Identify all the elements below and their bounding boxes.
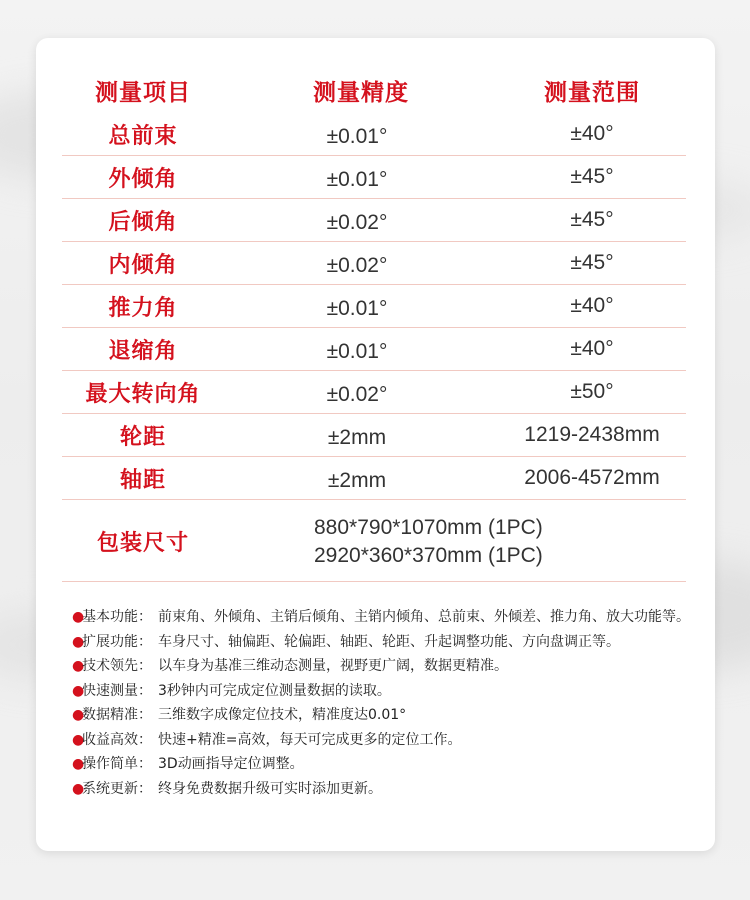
row-range: ±45°: [570, 165, 614, 188]
row-item: 内倾角: [108, 252, 178, 278]
table-row: [62, 199, 686, 242]
row-range: ±40°: [570, 337, 614, 360]
row-range: ±45°: [570, 208, 614, 231]
row-item: 后倾角: [108, 209, 178, 235]
spec-card: [36, 38, 715, 851]
row-range: 1219-2438mm: [524, 423, 660, 446]
row-item: 总前束: [108, 123, 178, 149]
list-item: ● 基本功能 ： 前束角、外倾角、主销后倾角、主销内倾角、总前束、外倾差、推力角、放大功能等。: [72, 605, 692, 630]
row-item: 最大转向角: [85, 381, 201, 407]
header-item: 测量项目: [95, 80, 191, 106]
list-item: ● 扩展功能 ： 车身尺寸、轴偏距、轮偏距、轴距、轮距、升起调整功能、方向盘调正等。: [72, 630, 692, 655]
feature-label: 系统更新: [82, 780, 138, 797]
bullet-icon: ●: [72, 682, 85, 699]
header-range: 测量范围: [544, 80, 640, 106]
row-precision: ±0.01°: [326, 125, 388, 148]
bullet-icon: ●: [72, 707, 85, 723]
row-precision: ±2mm: [327, 469, 387, 492]
row-precision: ±0.01°: [326, 168, 388, 191]
feature-label: 快速测量: [82, 682, 138, 699]
bullet-icon: ●: [72, 633, 85, 650]
packaging-size-2: 2920*360*370mm (1PC): [314, 543, 543, 567]
row-precision: ±0.02°: [326, 383, 388, 406]
feature-text: 快速+精准=高效，每天可完成更多的定位工作。: [158, 731, 462, 748]
feature-text: 前束角、外倾角、主销后倾角、主销内倾角、总前束、外倾差、推力角、放大功能等。: [158, 609, 690, 625]
row-precision: ±0.02°: [326, 254, 388, 277]
feature-text: 以车身为基准三维动态测量，视野更广阔，数据更精准。: [158, 658, 508, 674]
row-precision: ±0.02°: [326, 211, 388, 234]
list-item: ● 系统更新 ： 终身免费数据升级可实时添加更新。: [72, 777, 692, 802]
list-item: ● 操作简单 ： 3D动画指导定位调整。: [72, 752, 692, 777]
feature-text: 三维数字成像定位技术，精准度达0.01°: [158, 707, 407, 723]
list-item: ● 技术领先 ： 以车身为基准三维动态测量，视野更广阔，数据更精准。: [72, 654, 692, 679]
table-row: [62, 457, 686, 500]
feature-text: 终身免费数据升级可实时添加更新。: [158, 780, 382, 797]
feature-text: 3秒钟内可完成定位测量数据的读取。: [158, 682, 391, 699]
table-row: [62, 414, 686, 457]
row-range: 2006-4572mm: [524, 466, 660, 489]
row-range: ±40°: [570, 122, 614, 145]
feature-label: 数据精准: [82, 707, 138, 723]
row-item: 轮距: [119, 424, 166, 450]
table-row: [62, 113, 686, 156]
table-row: [62, 242, 686, 285]
list-item: ● 收益高效 ： 快速+精准=高效，每天可完成更多的定位工作。: [72, 728, 692, 753]
row-item: 推力角: [108, 295, 178, 321]
feature-text: 车身尺寸、轴偏距、轮偏距、轴距、轮距、升起调整功能、方向盘调正等。: [158, 633, 620, 650]
feature-label: 操作简单: [82, 756, 138, 772]
feature-label: 技术领先: [82, 658, 138, 674]
feature-list: [72, 605, 692, 801]
bullet-icon: ●: [72, 756, 85, 772]
spec-table: [62, 68, 686, 582]
table-row: [62, 285, 686, 328]
packaging-row: [62, 502, 686, 582]
list-item: ● 快速测量 ： 3秒钟内可完成定位测量数据的读取。: [72, 679, 692, 704]
row-precision: ±2mm: [327, 426, 387, 449]
feature-label: 收益高效: [82, 731, 138, 748]
list-item: ● 数据精准 ： 三维数字成像定位技术，精准度达0.01°: [72, 703, 692, 728]
row-range: ±45°: [570, 251, 614, 274]
row-item: 轴距: [119, 467, 166, 493]
row-precision: ±0.01°: [326, 297, 388, 320]
feature-text: 3D动画指导定位调整。: [158, 756, 304, 772]
header-precision: 测量精度: [313, 80, 409, 106]
bullet-icon: ●: [72, 609, 85, 625]
row-range: ±50°: [570, 380, 614, 403]
table-row: [62, 328, 686, 371]
table-row: [62, 371, 686, 414]
feature-label: 扩展功能: [82, 633, 138, 650]
packaging-label: 包装尺寸: [96, 531, 189, 556]
row-item: 外倾角: [108, 166, 178, 192]
row-item: 退缩角: [108, 338, 178, 364]
bullet-icon: ●: [72, 780, 85, 797]
row-range: ±40°: [570, 294, 614, 317]
packaging-size-1: 880*790*1070mm (1PC): [314, 515, 543, 539]
table-header: [62, 68, 686, 113]
table-row: [62, 156, 686, 199]
bullet-icon: ●: [72, 731, 85, 748]
bullet-icon: ●: [72, 658, 85, 674]
row-precision: ±0.01°: [326, 340, 388, 363]
feature-label: 基本功能: [82, 609, 138, 625]
